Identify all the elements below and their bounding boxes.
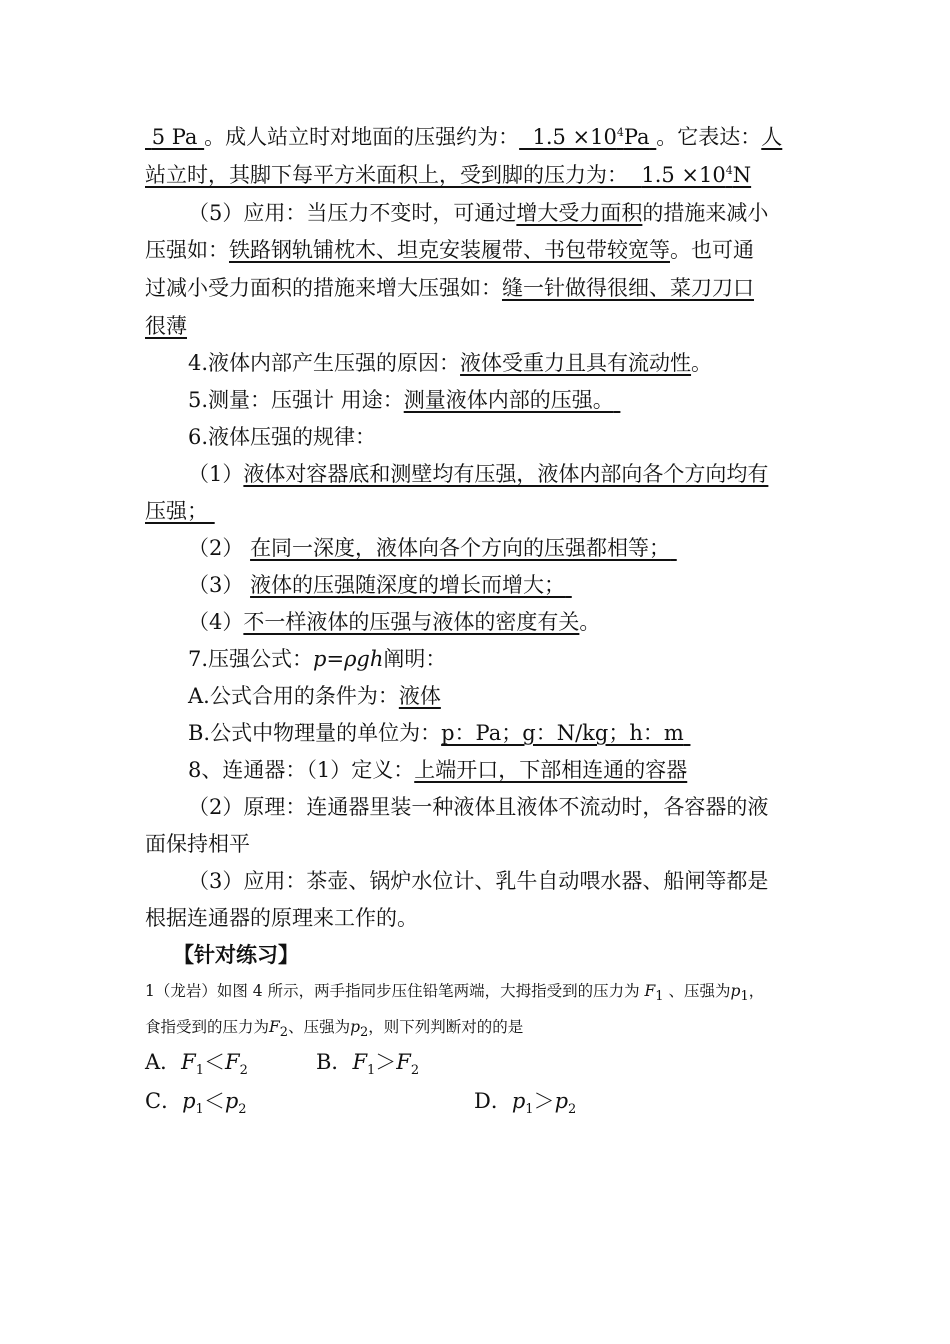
line-19: （2）原理：连通器里装一种液体且液体不流动时，各容器的液 [188, 795, 769, 819]
answer-blank: 压强； [145, 499, 208, 523]
answer-blank: 液体 [398, 684, 441, 708]
line-4: 压强如：铁路钢轨铺枕木、坦克安装履带、书包带较宽等。也可通 [145, 238, 754, 262]
option-b: B．$F_1>F_2$ [316, 1050, 420, 1079]
line-1 [145, 124, 782, 150]
line-10: （1）液体对容器底和测壁均有压强，液体内部向各个方向均有 [188, 462, 769, 486]
answer-blank: 在同一深度，液体向各个方向的压强都相等； [250, 536, 671, 560]
line-14: （4）不一样液体的压强与液体的密度有关。 [188, 610, 601, 634]
answer-blank: 人 [761, 125, 783, 149]
answer-blank: 液体受重力且具有流动性 [460, 351, 692, 375]
line-7: 4.液体内部产生压强的原因：液体受重力且具有流动性。 [188, 351, 713, 375]
option-c: C．$p_1<p_2$ [145, 1089, 247, 1118]
line-5: 过减小受力面积的措施来增大压强如：缝一针做得很细、菜刀刀口 [145, 276, 754, 300]
line-17: B.公式中物理量的单位为：p：Pa；g：N/kg；h：m [188, 720, 690, 746]
answer-blank: 测量液体内部的压强。 [403, 388, 614, 412]
question-1-line-2: 食指受到的压力为$F_2$、压强为$p_2$，则下列判断对的的是 [145, 1018, 524, 1041]
line-22: 根据连通器的原理来工作的。 [145, 906, 418, 930]
answer-blank: 上端开口，下部相连通的容器 [414, 758, 688, 782]
answer-blank: 铁路钢轨铺枕木、坦克安装履带、书包带较宽等 [229, 238, 670, 262]
line-13: （3） 液体的压强随深度的增长而增大； [188, 572, 572, 598]
text: 。它表达： [656, 125, 762, 149]
answer-blank: 液体的压强随深度的增长而增大； [250, 573, 566, 597]
line-18: 8、连通器：（1）定义：上端开口，下部相连通的容器 [188, 758, 688, 782]
answer-blank: 缝一针做得很细、菜刀刀口 [502, 276, 754, 300]
text: 。成人站立时对地面的压强约为： [204, 125, 520, 149]
answer-blank: 不一样液体的压强与液体的密度有关 [243, 610, 580, 634]
answer-blank: 很薄 [145, 314, 187, 338]
line-11 [145, 498, 215, 524]
line-15: 7.压强公式：p=ρgh阐明： [188, 647, 447, 671]
section-heading: 【针对练习】 [173, 942, 299, 967]
answer-blank: 增大受力面积 [516, 201, 643, 225]
option-a: A．$F_1<F_2$ [145, 1050, 248, 1079]
line-2 [145, 162, 751, 188]
answer-blank: 液体对容器底和测壁均有压强，液体内部向各个方向均有 [243, 462, 769, 486]
answer-blank: 站立时，其脚下每平方米面积上，受到脚的压力为： $1.5 \times 10^4N$ [145, 163, 752, 187]
line-3: （5）应用：当压力不变时，可通过增大受力面积的措施来减小 [188, 201, 769, 225]
line-9: 6.液体压强的规律： [188, 425, 377, 449]
line-6 [145, 313, 187, 339]
line-16: A.公式合用的条件为：液体 [188, 684, 441, 708]
value-blank: 5 Pa [151, 125, 198, 149]
answer-blank: p：Pa；g：N/kg；h：m [441, 721, 684, 745]
question-1-line-1: 1（龙岩）如图 4 所示，两手指同步压住铅笔两端，大拇指受到的压力为 $F_1$ 、压强为$p_1$， [145, 982, 765, 1005]
option-d: D．$p_1>p_2$ [474, 1089, 577, 1118]
line-20: 面保持相平 [145, 832, 250, 856]
formula: p=ρgh [313, 647, 384, 671]
line-21: （3）应用：茶壶、锅炉水位计、乳牛自动喂水器、船闸等都是 [188, 869, 769, 893]
line-8: 5.测量：压强计 用途：测量液体内部的压强。 [188, 387, 620, 413]
value-blank: $1.5 \times 10^4Pa$ [532, 125, 650, 149]
line-12: （2） 在同一深度，液体向各个方向的压强都相等； [188, 535, 677, 561]
